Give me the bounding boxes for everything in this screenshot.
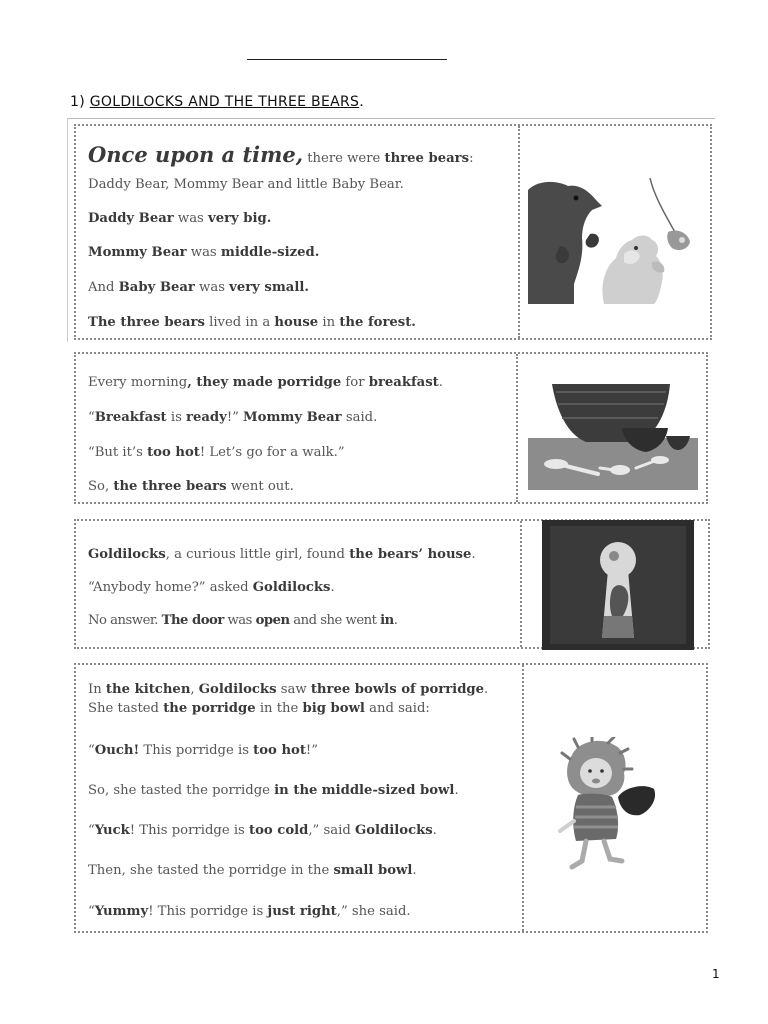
panel-2-line-4: So, the three bears went out. xyxy=(88,479,294,494)
story-panel-2 xyxy=(74,352,708,504)
bears-illustration-icon xyxy=(526,176,701,306)
panel-2-line-1: Every morning, they made porridge for breakfast. xyxy=(88,375,443,390)
page-heading xyxy=(70,94,364,110)
panel-4-text xyxy=(76,665,524,931)
panel-3-text xyxy=(76,521,522,647)
panel-2-line-3: “But it’s too hot! Let’s go for a walk.” xyxy=(88,445,345,460)
heading-title: GOLDILOCKS AND THE THREE BEARS xyxy=(89,94,360,110)
goldilocks-illustration-icon xyxy=(558,737,668,873)
panel-1-line-5: And Baby Bear was very small. xyxy=(88,280,309,295)
panel-2-line-2: “Breakfast is ready!” Mommy Bear said. xyxy=(88,410,378,425)
panel-3-line-3: No answer. The door was open and she went in. xyxy=(88,613,398,628)
panel-4-line-7: “Yummy! This porridge is just right,” she said. xyxy=(88,904,411,919)
page-number: 1 xyxy=(712,967,720,981)
panel-1-line-1: Once upon a time, there were three bears: xyxy=(88,142,474,167)
panel-4-line-4: So, she tasted the porridge in the middle-sized bowl. xyxy=(88,783,459,798)
panel-1-line-2: Daddy Bear, Mommy Bear and little Baby Bear. xyxy=(88,177,404,192)
panel-4-line-2: She tasted the porridge in the big bowl and said: xyxy=(88,701,430,716)
heading-number: 1) xyxy=(70,94,85,110)
bowls-illustration-icon xyxy=(528,378,698,490)
panel-3-line-2: “Anybody home?” asked Goldilocks. xyxy=(88,580,335,595)
panel-2-text xyxy=(76,354,518,502)
story-panel-1 xyxy=(74,124,712,340)
panel-1-line-4: Mommy Bear was middle-sized. xyxy=(88,245,320,260)
panel-4-line-6: Then, she tasted the porridge in the small bowl. xyxy=(88,863,417,878)
heading-period: . xyxy=(359,94,364,110)
panel-1-line-3: Daddy Bear was very big. xyxy=(88,211,272,226)
panel-4-line-1: In the kitchen, Goldilocks saw three bowls of porridge. xyxy=(88,682,489,697)
panel-3-line-1: Goldilocks, a curious little girl, found the bears’ house. xyxy=(88,547,476,562)
story-panel-4 xyxy=(74,663,708,933)
panel-4-line-5: “Yuck! This porridge is too cold,” said Goldilocks. xyxy=(88,823,437,838)
keyhole-illustration-icon xyxy=(542,520,694,650)
name-blank-line xyxy=(247,59,447,60)
panel-1-text xyxy=(76,126,520,338)
panel-4-line-3: “Ouch! This porridge is too hot!” xyxy=(88,743,318,758)
story-panel-3 xyxy=(74,519,710,649)
panel-1-line-6: The three bears lived in a house in the forest. xyxy=(88,315,416,330)
